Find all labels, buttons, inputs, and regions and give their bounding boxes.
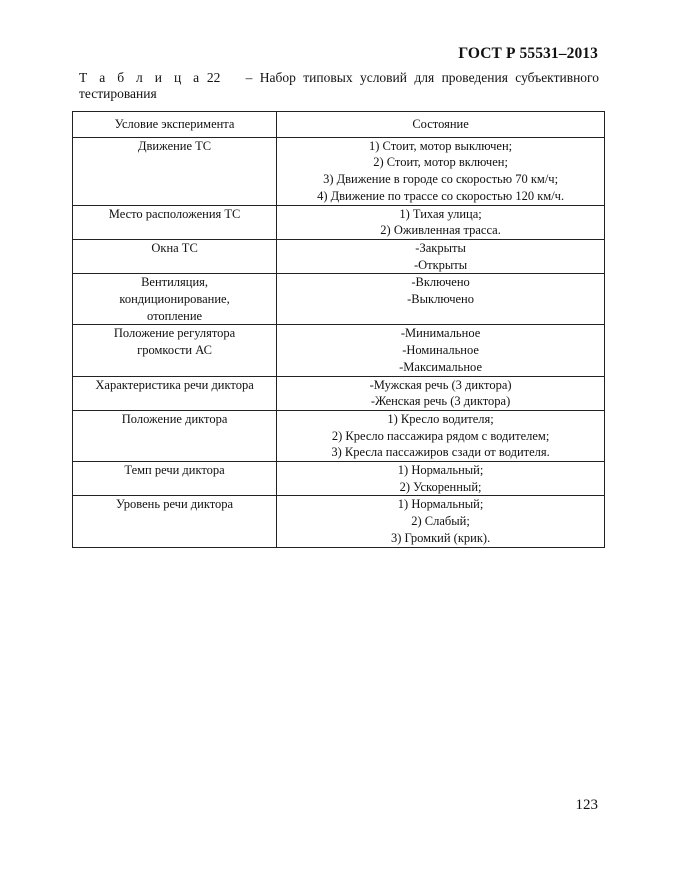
condition-cell [73, 274, 277, 325]
standard-designation: ГОСТ Р 55531–2013 [458, 45, 598, 62]
table-row [73, 205, 605, 239]
state-text: 4) Движение по трассе со скоростью 120 км/ч. [317, 188, 565, 203]
state-cell [277, 496, 605, 547]
table-row [73, 239, 605, 273]
condition-cell [73, 410, 277, 461]
condition-text: Движение ТС [137, 138, 212, 153]
condition-text: громкости АС [137, 343, 212, 358]
state-cell [277, 325, 605, 376]
condition-cell [73, 462, 277, 496]
table-row [73, 462, 605, 496]
condition-cell [73, 325, 277, 376]
condition-cell [73, 205, 277, 239]
state-text: 2) Ускоренный; [399, 479, 482, 494]
condition-cell [73, 376, 277, 410]
state-text: -Включено [411, 275, 470, 290]
table-row [73, 496, 605, 547]
condition-cell [73, 137, 277, 205]
table-row [73, 376, 605, 410]
state-text: -Номинальное [402, 343, 479, 358]
table-caption-label: Т а б л и ц а [79, 70, 204, 85]
state-cell [277, 462, 605, 496]
state-text: 3) Движение в городе со скоростью 70 км/ч; [323, 172, 559, 187]
state-cell [277, 239, 605, 273]
page-number: 123 [575, 797, 598, 813]
table-caption-head [79, 70, 220, 86]
table-header-row [73, 112, 605, 138]
table-caption-number: 22 [206, 70, 221, 85]
state-cell [277, 137, 605, 205]
condition-text: Характеристика речи диктора [95, 377, 254, 392]
condition-text: Уровень речи диктора [116, 497, 234, 512]
state-text: -Минимальное [400, 326, 481, 341]
condition-text: Окна ТС [151, 240, 198, 255]
column-header-condition: Условие эксперимента [73, 112, 277, 138]
state-text: -Максимальное [399, 359, 483, 374]
table-caption-text: – Набор типовых условий для проведения субъективного [245, 70, 599, 85]
state-text: -Выключено [407, 292, 474, 307]
table-row [73, 410, 605, 461]
condition-text: Вентиляция, [141, 275, 209, 290]
state-text: 3) Кресла пассажиров сзади от водителя. [331, 445, 550, 460]
state-text: 2) Стоит, мотор включен; [373, 155, 508, 170]
condition-text: Темп речи диктора [124, 463, 225, 478]
conditions-table [72, 111, 605, 548]
state-text: 2) Кресло пассажира рядом с водителем; [331, 428, 550, 443]
state-cell [277, 205, 605, 239]
state-text: -Закрыты [415, 240, 466, 255]
condition-text: кондиционирование, [119, 292, 230, 307]
state-text: 1) Стоит, мотор выключен; [369, 138, 513, 153]
state-text: -Мужская речь (3 диктора) [369, 377, 512, 392]
condition-cell [73, 239, 277, 273]
condition-text: Положение диктора [121, 411, 228, 426]
table-body [73, 137, 605, 547]
table-row [73, 274, 605, 325]
state-text: 2) Оживленная трасса. [380, 223, 501, 238]
state-text: 1) Кресло водителя; [387, 411, 494, 426]
state-text: 1) Нормальный; [397, 463, 484, 478]
column-header-state: Состояние [277, 112, 605, 138]
state-text: 1) Тихая улица; [399, 206, 482, 221]
state-text: 1) Нормальный; [397, 497, 484, 512]
table-caption-line-2: тестирования [79, 86, 157, 101]
condition-text: отопление [147, 308, 203, 323]
state-cell [277, 376, 605, 410]
table-caption-line-1 [79, 70, 599, 86]
table-row [73, 137, 605, 205]
state-text: 3) Громкий (крик). [390, 530, 491, 545]
condition-cell [73, 496, 277, 547]
state-text: -Женская речь (3 диктора) [370, 394, 511, 409]
state-text: 2) Слабый; [411, 514, 470, 529]
state-text: -Открыты [413, 257, 468, 272]
condition-text: Положение регулятора [113, 326, 236, 341]
condition-text: Место расположения ТС [108, 206, 241, 221]
state-cell [277, 274, 605, 325]
table-caption [79, 70, 599, 102]
state-cell [277, 410, 605, 461]
table-row [73, 325, 605, 376]
